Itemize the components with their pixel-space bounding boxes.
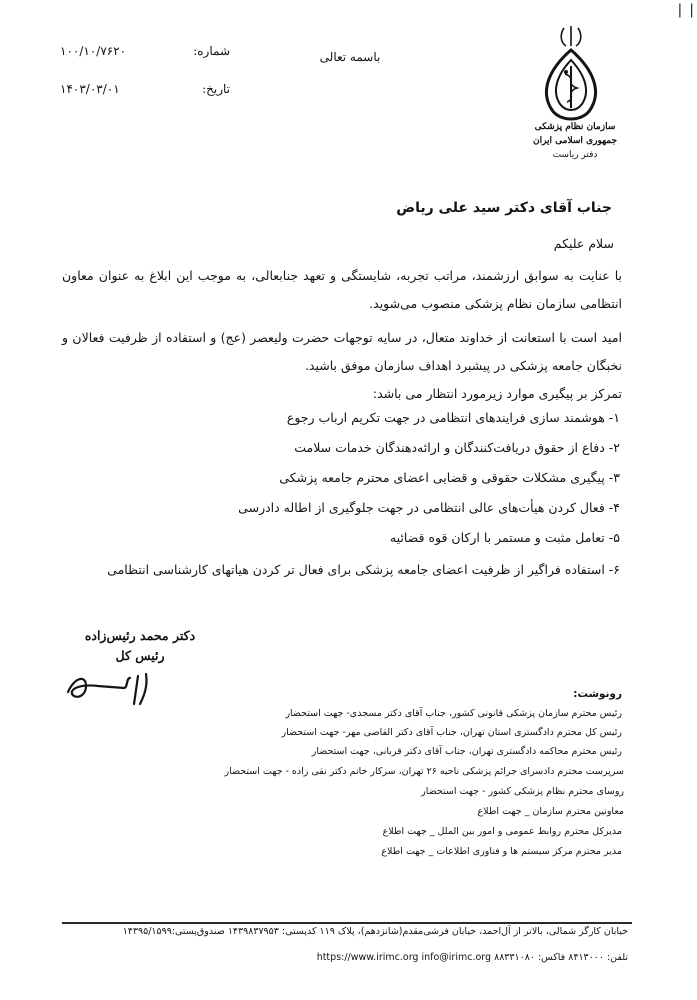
signer-title: رئیس کل (115, 648, 165, 663)
letter-number-row (60, 44, 230, 58)
focus-intro: تمرکز بر پیگیری موارد زیرمورد انتظار می باشد: (372, 386, 622, 401)
number-value: ۱۰۰/۱۰/۷۶۲۰ (60, 44, 127, 58)
footer-contact: تلفن: ۸۴۱۳۰۰۰ فاکس: ۸۸۳۳۱۰۸۰ https://www.irimc.org info@irimc.org (316, 952, 628, 963)
org-emblem-icon (530, 22, 612, 132)
list-item: ۴- فعال کردن هیأت‌های عالی انتظامی در جهت جلوگیری از اطاله دادرسی (238, 500, 620, 515)
paragraph-appointment: با عنایت به سوابق ارزشمند، مراتب تجربه، شایستگی و تعهد جنابعالی، به موجب این ابلاغ به عنوان معاون انتظامی سازمان نظام پزشکی منصوب می‌شوید. (62, 268, 622, 311)
greeting: سلام علیکم (553, 236, 614, 251)
org-unit-text: دفتر ریاست (552, 150, 598, 160)
signer-name: دکتر محمد رئیس‌زاده (84, 628, 196, 643)
paragraph-wishes: امید است با استعانت از خداوند متعال، در سایه توجهات حضرت ولیعصر (عج) و استفاده از ظرفیت فعالان و نخبگان جامعه پزشکی در پیشبرد اهداف سازمان موفق باشید. (62, 330, 622, 373)
copy-recipient: رئیس کل محترم دادگستری استان تهران، جناب آقای دکتر القاصی مهر- جهت استحضار (281, 727, 622, 738)
invocation: باسمه تعالی (319, 50, 381, 64)
letter-date-row (60, 82, 230, 96)
list-item: ۵- تعامل مثبت و مستمر با ارکان قوه قضائیه (389, 530, 620, 545)
copy-recipient: مدیرکل محترم روابط عمومی و امور بین الملل _ جهت اطلاع (382, 826, 622, 837)
org-name-text: سازمان نظام پزشکی جمهوری اسلامی ایران (532, 122, 618, 146)
edge-mark: ❘❘ (674, 2, 697, 18)
copies-title: رونوشت: (573, 688, 622, 700)
list-item: ۱- هوشمند سازی فرایندهای انتظامی در جهت تکریم ارباب رجوع (286, 410, 620, 425)
copy-recipient: روسای محترم نظام پزشکی کشور - جهت استحضار (421, 786, 624, 797)
handwritten-signature (64, 664, 164, 710)
org-name (520, 120, 630, 162)
copy-recipient: رئیس محترم سازمان پزشکی قانونی کشور، جناب آقای دکتر مسجدی- جهت استحضار (285, 708, 622, 719)
list-item: ۲- دفاع از حقوق دریافت‌کنندگان و ارائه‌دهندگان خدمات سلامت (294, 440, 620, 455)
date-value: ۱۴۰۳/۰۳/۰۱ (60, 82, 120, 96)
copy-recipient: مدیر محترم مرکز سیستم ها و فناوری اطلاعات _ جهت اطلاع (381, 846, 622, 857)
copy-recipient: سرپرست محترم دادسرای جرائم پزشکی ناحیه ۲۶ تهران، سرکار خانم دکتر نقی زاده - جهت استحضار (224, 766, 624, 777)
addressee: جناب آقای دکتر سید علی ریاض (396, 200, 612, 216)
list-item: ۶- استفاده فراگیر از ظرفیت اعضای جامعه پزشکی برای فعال تر کردن هیاتهای کارشناسی انتظامی (107, 562, 620, 577)
number-label: شماره: (193, 44, 230, 58)
date-label: تاریخ: (202, 82, 230, 96)
copy-recipient: رئیس محترم محاکمه دادگستری تهران، جناب آقای دکتر قربانی، جهت استحضار (311, 746, 622, 757)
footer-address: خیابان کارگر شمالی، بالاتر از آل‌احمد، خیابان فرشی‌مقدم(شانزدهم)، پلاک ۱۱۹ کدپستی: ۱۴۳۹۸۳۷۹۵۳ صندوق‌پستی:۱۴۳۹۵/۱۵۹۹ (122, 926, 628, 937)
list-item: ۳- پیگیری مشکلات حقوقی و قضایی اعضای محترم جامعه پزشکی (279, 470, 620, 485)
copy-recipient: معاونین محترم سازمان _ جهت اطلاع (477, 806, 624, 817)
footer-divider (62, 922, 632, 924)
